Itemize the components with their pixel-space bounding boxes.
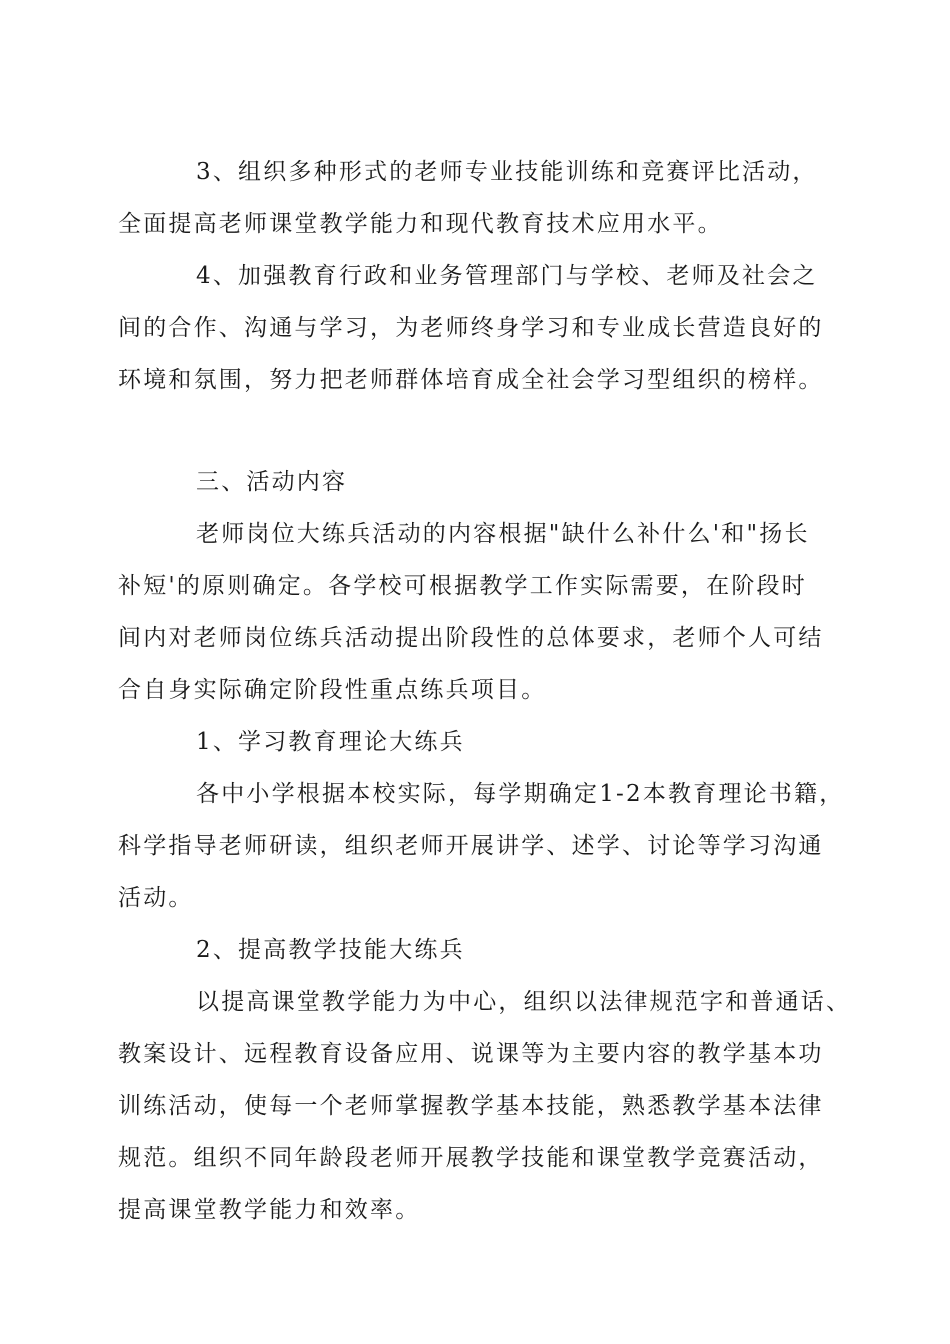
- paragraph-line: 活动。: [118, 885, 194, 911]
- paragraph-line: 科学指导老师研读，组织老师开展讲学、述学、讨论等学习沟通: [118, 833, 824, 859]
- paragraph-line: 各中小学根据本校实际，每学期确定1-2本教育理论书籍，: [196, 781, 845, 807]
- paragraph-line: 规范。组织不同年龄段老师开展教学技能和课堂教学竞赛活动，: [118, 1145, 824, 1171]
- paragraph-line: 间内对老师岗位练兵活动提出阶段性的总体要求，老师个人可结: [118, 625, 824, 651]
- subsection-heading: 2、提高教学技能大练兵: [196, 937, 465, 963]
- paragraph-line: 4、加强教育行政和业务管理部门与学校、老师及社会之: [196, 263, 818, 289]
- paragraph-line: 间的合作、沟通与学习，为老师终身学习和专业成长营造良好的: [118, 315, 824, 341]
- paragraph-line: 3、组织多种形式的老师专业技能训练和竞赛评比活动，: [196, 159, 818, 185]
- paragraph-line: 提高课堂教学能力和效率。: [118, 1197, 421, 1223]
- paragraph-line: 训练活动，使每一个老师掌握教学基本技能，熟悉教学基本法律: [118, 1093, 824, 1119]
- section-heading: 三、活动内容: [196, 469, 348, 495]
- document-page: [118, 146, 852, 1236]
- paragraph-line: 补短'的原则确定。各学校可根据教学工作实际需要，在阶段时: [118, 573, 807, 599]
- section-spacer: [118, 406, 834, 456]
- paragraph-line: 环境和氛围，努力把老师群体培育成全社会学习型组织的榜样。: [118, 367, 824, 393]
- paragraph-line: 以提高课堂教学能力为中心，组织以法律规范字和普通话、: [196, 989, 852, 1015]
- paragraph-line: 教案设计、远程教育设备应用、说课等为主要内容的教学基本功: [118, 1041, 824, 1067]
- subsection-heading: 1、学习教育理论大练兵: [196, 729, 465, 755]
- paragraph-line: 合自身实际确定阶段性重点练兵项目。: [118, 677, 547, 703]
- paragraph-line: 全面提高老师课堂教学能力和现代教育技术应用水平。: [118, 211, 723, 237]
- paragraph-line: 老师岗位大练兵活动的内容根据"缺什么补什么'和"扬长: [196, 521, 810, 547]
